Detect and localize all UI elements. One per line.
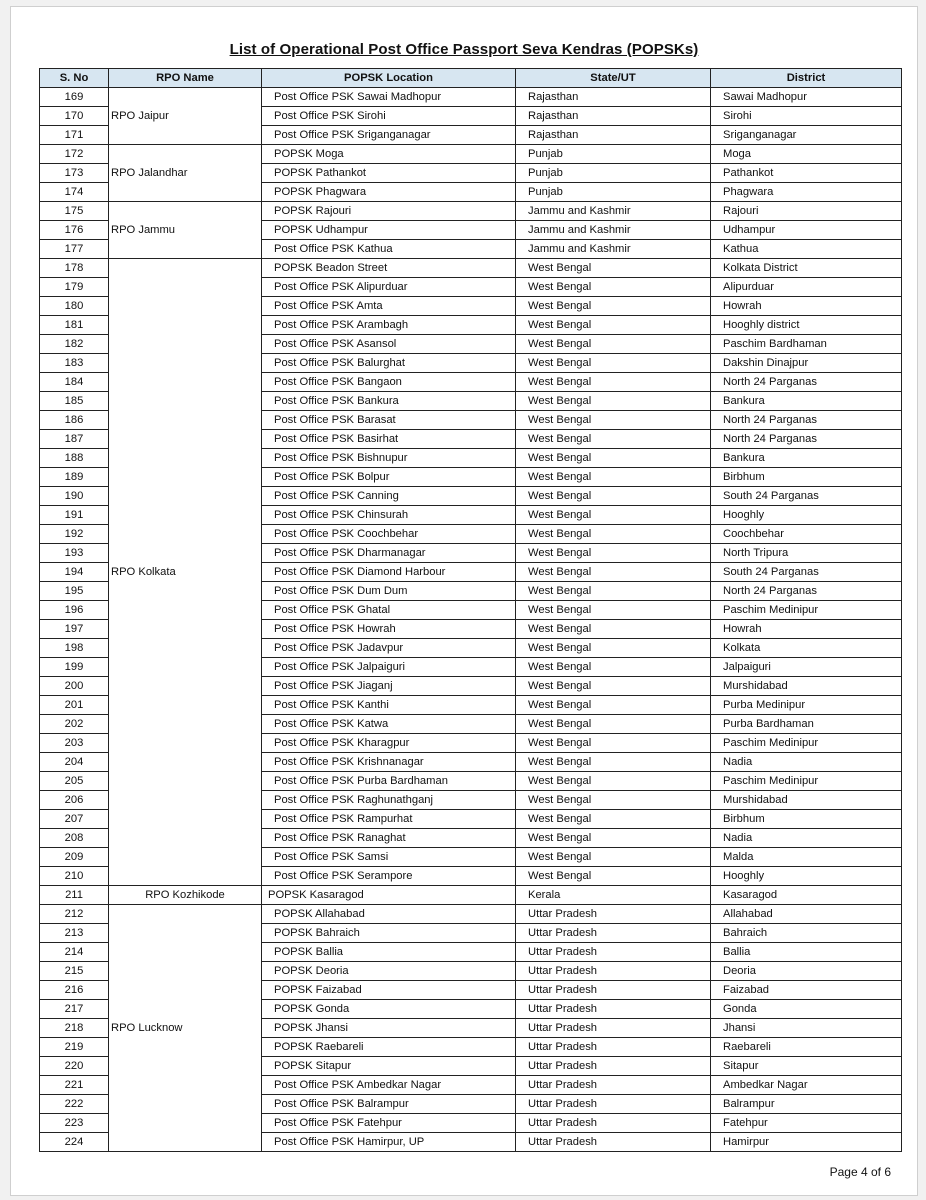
district-cell: Sitapur bbox=[711, 1057, 902, 1076]
district-cell: North 24 Parganas bbox=[711, 411, 902, 430]
popsk-location-cell: POPSK Ballia bbox=[262, 943, 516, 962]
state-ut-cell: West Bengal bbox=[516, 544, 711, 563]
popsk-location-cell: Post Office PSK Raghunathganj bbox=[262, 791, 516, 810]
serial-number-cell: 215 bbox=[40, 962, 109, 981]
popsk-location-cell: POPSK Rajouri bbox=[262, 202, 516, 221]
state-ut-cell: Uttar Pradesh bbox=[516, 1114, 711, 1133]
district-cell: Faizabad bbox=[711, 981, 902, 1000]
state-ut-cell: Uttar Pradesh bbox=[516, 1019, 711, 1038]
district-cell: Jalpaiguri bbox=[711, 658, 902, 677]
state-ut-cell: Uttar Pradesh bbox=[516, 962, 711, 981]
serial-number-cell: 213 bbox=[40, 924, 109, 943]
serial-number-cell: 180 bbox=[40, 297, 109, 316]
popsk-location-cell: Post Office PSK Rampurhat bbox=[262, 810, 516, 829]
state-ut-cell: West Bengal bbox=[516, 848, 711, 867]
serial-number-cell: 196 bbox=[40, 601, 109, 620]
district-cell: Paschim Bardhaman bbox=[711, 335, 902, 354]
popsk-location-cell: Post Office PSK Alipurduar bbox=[262, 278, 516, 297]
district-cell: Bahraich bbox=[711, 924, 902, 943]
popsk-location-cell: Post Office PSK Balrampur bbox=[262, 1095, 516, 1114]
state-ut-cell: West Bengal bbox=[516, 601, 711, 620]
popsk-location-cell: Post Office PSK Chinsurah bbox=[262, 506, 516, 525]
state-ut-cell: Uttar Pradesh bbox=[516, 1000, 711, 1019]
district-cell: Udhampur bbox=[711, 221, 902, 240]
popsk-location-cell: Post Office PSK Kanthi bbox=[262, 696, 516, 715]
district-cell: Paschim Medinipur bbox=[711, 601, 902, 620]
serial-number-cell: 211 bbox=[40, 886, 109, 905]
serial-number-cell: 200 bbox=[40, 677, 109, 696]
district-cell: Murshidabad bbox=[711, 677, 902, 696]
district-cell: North 24 Parganas bbox=[711, 373, 902, 392]
serial-number-cell: 201 bbox=[40, 696, 109, 715]
popsk-location-cell: POPSK Deoria bbox=[262, 962, 516, 981]
popsk-location-cell: Post Office PSK Jalpaiguri bbox=[262, 658, 516, 677]
header-popsk-location: POPSK Location bbox=[262, 69, 516, 88]
state-ut-cell: Punjab bbox=[516, 183, 711, 202]
serial-number-cell: 203 bbox=[40, 734, 109, 753]
rpo-name-cell: RPO Jaipur bbox=[109, 88, 262, 145]
serial-number-cell: 171 bbox=[40, 126, 109, 145]
state-ut-cell: West Bengal bbox=[516, 620, 711, 639]
serial-number-cell: 216 bbox=[40, 981, 109, 1000]
district-cell: Kasaragod bbox=[711, 886, 902, 905]
district-cell: Birbhum bbox=[711, 810, 902, 829]
popsk-location-cell: Post Office PSK Sirohi bbox=[262, 107, 516, 126]
serial-number-cell: 205 bbox=[40, 772, 109, 791]
district-cell: Dakshin Dinajpur bbox=[711, 354, 902, 373]
district-cell: South 24 Parganas bbox=[711, 487, 902, 506]
state-ut-cell: Uttar Pradesh bbox=[516, 924, 711, 943]
popsk-location-cell: POPSK Sitapur bbox=[262, 1057, 516, 1076]
district-cell: Purba Medinipur bbox=[711, 696, 902, 715]
serial-number-cell: 177 bbox=[40, 240, 109, 259]
popsk-location-cell: Post Office PSK Ambedkar Nagar bbox=[262, 1076, 516, 1095]
table-body bbox=[40, 88, 902, 1152]
serial-number-cell: 178 bbox=[40, 259, 109, 278]
district-cell: Deoria bbox=[711, 962, 902, 981]
state-ut-cell: Rajasthan bbox=[516, 88, 711, 107]
serial-number-cell: 209 bbox=[40, 848, 109, 867]
district-cell: South 24 Parganas bbox=[711, 563, 902, 582]
popsk-location-cell: Post Office PSK Basirhat bbox=[262, 430, 516, 449]
state-ut-cell: West Bengal bbox=[516, 677, 711, 696]
state-ut-cell: West Bengal bbox=[516, 696, 711, 715]
serial-number-cell: 218 bbox=[40, 1019, 109, 1038]
state-ut-cell: Rajasthan bbox=[516, 107, 711, 126]
popsk-location-cell: Post Office PSK Diamond Harbour bbox=[262, 563, 516, 582]
rpo-name-cell: RPO Kozhikode bbox=[109, 886, 262, 905]
serial-number-cell: 210 bbox=[40, 867, 109, 886]
table-header-row bbox=[40, 69, 902, 88]
serial-number-cell: 184 bbox=[40, 373, 109, 392]
serial-number-cell: 194 bbox=[40, 563, 109, 582]
serial-number-cell: 189 bbox=[40, 468, 109, 487]
district-cell: Murshidabad bbox=[711, 791, 902, 810]
table-row bbox=[40, 202, 902, 221]
popsk-location-cell: Post Office PSK Dum Dum bbox=[262, 582, 516, 601]
popsk-location-cell: POPSK Beadon Street bbox=[262, 259, 516, 278]
district-cell: North 24 Parganas bbox=[711, 430, 902, 449]
state-ut-cell: West Bengal bbox=[516, 411, 711, 430]
state-ut-cell: West Bengal bbox=[516, 449, 711, 468]
serial-number-cell: 181 bbox=[40, 316, 109, 335]
state-ut-cell: West Bengal bbox=[516, 810, 711, 829]
popsk-location-cell: POPSK Faizabad bbox=[262, 981, 516, 1000]
serial-number-cell: 204 bbox=[40, 753, 109, 772]
serial-number-cell: 191 bbox=[40, 506, 109, 525]
popsk-location-cell: Post Office PSK Sriganganagar bbox=[262, 126, 516, 145]
rpo-name-cell: RPO Lucknow bbox=[109, 905, 262, 1152]
district-cell: Raebareli bbox=[711, 1038, 902, 1057]
state-ut-cell: West Bengal bbox=[516, 468, 711, 487]
serial-number-cell: 187 bbox=[40, 430, 109, 449]
state-ut-cell: Jammu and Kashmir bbox=[516, 240, 711, 259]
district-cell: Paschim Medinipur bbox=[711, 734, 902, 753]
popsk-location-cell: Post Office PSK Hamirpur, UP bbox=[262, 1133, 516, 1152]
popsk-location-cell: Post Office PSK Barasat bbox=[262, 411, 516, 430]
popsk-location-cell: Post Office PSK Jiaganj bbox=[262, 677, 516, 696]
state-ut-cell: West Bengal bbox=[516, 867, 711, 886]
state-ut-cell: West Bengal bbox=[516, 715, 711, 734]
serial-number-cell: 224 bbox=[40, 1133, 109, 1152]
serial-number-cell: 222 bbox=[40, 1095, 109, 1114]
serial-number-cell: 223 bbox=[40, 1114, 109, 1133]
district-cell: Alipurduar bbox=[711, 278, 902, 297]
popsk-location-cell: Post Office PSK Krishnanagar bbox=[262, 753, 516, 772]
table-row bbox=[40, 886, 902, 905]
popsk-location-cell: Post Office PSK Serampore bbox=[262, 867, 516, 886]
page-number: Page 4 of 6 bbox=[829, 1165, 891, 1179]
serial-number-cell: 221 bbox=[40, 1076, 109, 1095]
district-cell: Ballia bbox=[711, 943, 902, 962]
popsk-location-cell: Post Office PSK Balurghat bbox=[262, 354, 516, 373]
district-cell: Hooghly bbox=[711, 867, 902, 886]
state-ut-cell: West Bengal bbox=[516, 392, 711, 411]
serial-number-cell: 173 bbox=[40, 164, 109, 183]
popsk-location-cell: POPSK Allahabad bbox=[262, 905, 516, 924]
serial-number-cell: 176 bbox=[40, 221, 109, 240]
state-ut-cell: West Bengal bbox=[516, 259, 711, 278]
district-cell: North 24 Parganas bbox=[711, 582, 902, 601]
popsk-location-cell: Post Office PSK Jadavpur bbox=[262, 639, 516, 658]
popsk-location-cell: Post Office PSK Samsi bbox=[262, 848, 516, 867]
district-cell: Kolkata District bbox=[711, 259, 902, 278]
state-ut-cell: West Bengal bbox=[516, 297, 711, 316]
district-cell: Pathankot bbox=[711, 164, 902, 183]
district-cell: Nadia bbox=[711, 829, 902, 848]
state-ut-cell: Kerala bbox=[516, 886, 711, 905]
district-cell: Gonda bbox=[711, 1000, 902, 1019]
district-cell: Kathua bbox=[711, 240, 902, 259]
serial-number-cell: 199 bbox=[40, 658, 109, 677]
district-cell: Birbhum bbox=[711, 468, 902, 487]
popsk-location-cell: POPSK Kasaragod bbox=[262, 886, 516, 905]
district-cell: Moga bbox=[711, 145, 902, 164]
serial-number-cell: 202 bbox=[40, 715, 109, 734]
state-ut-cell: Uttar Pradesh bbox=[516, 905, 711, 924]
rpo-name-cell: RPO Jammu bbox=[109, 202, 262, 259]
serial-number-cell: 217 bbox=[40, 1000, 109, 1019]
serial-number-cell: 195 bbox=[40, 582, 109, 601]
state-ut-cell: West Bengal bbox=[516, 506, 711, 525]
district-cell: Jhansi bbox=[711, 1019, 902, 1038]
serial-number-cell: 174 bbox=[40, 183, 109, 202]
table-row bbox=[40, 905, 902, 924]
district-cell: Howrah bbox=[711, 620, 902, 639]
district-cell: Hooghly district bbox=[711, 316, 902, 335]
district-cell: Sawai Madhopur bbox=[711, 88, 902, 107]
state-ut-cell: Uttar Pradesh bbox=[516, 981, 711, 1000]
state-ut-cell: Punjab bbox=[516, 145, 711, 164]
rpo-name-cell: RPO Kolkata bbox=[109, 259, 262, 886]
popsk-location-cell: Post Office PSK Bishnupur bbox=[262, 449, 516, 468]
popsk-location-cell: POPSK Moga bbox=[262, 145, 516, 164]
popsk-location-cell: POPSK Pathankot bbox=[262, 164, 516, 183]
serial-number-cell: 192 bbox=[40, 525, 109, 544]
table-row bbox=[40, 145, 902, 164]
document-page bbox=[10, 6, 918, 1196]
district-cell: Kolkata bbox=[711, 639, 902, 658]
serial-number-cell: 179 bbox=[40, 278, 109, 297]
popsk-location-cell: POPSK Bahraich bbox=[262, 924, 516, 943]
district-cell: Purba Bardhaman bbox=[711, 715, 902, 734]
state-ut-cell: Rajasthan bbox=[516, 126, 711, 145]
state-ut-cell: West Bengal bbox=[516, 658, 711, 677]
state-ut-cell: West Bengal bbox=[516, 373, 711, 392]
popsk-location-cell: Post Office PSK Canning bbox=[262, 487, 516, 506]
state-ut-cell: Uttar Pradesh bbox=[516, 1076, 711, 1095]
table-row bbox=[40, 259, 902, 278]
popsk-location-cell: Post Office PSK Katwa bbox=[262, 715, 516, 734]
district-cell: Ambedkar Nagar bbox=[711, 1076, 902, 1095]
district-cell: North Tripura bbox=[711, 544, 902, 563]
district-cell: Paschim Medinipur bbox=[711, 772, 902, 791]
district-cell: Howrah bbox=[711, 297, 902, 316]
state-ut-cell: Uttar Pradesh bbox=[516, 1057, 711, 1076]
popsk-location-cell: Post Office PSK Kharagpur bbox=[262, 734, 516, 753]
state-ut-cell: West Bengal bbox=[516, 354, 711, 373]
popsk-location-cell: POPSK Udhampur bbox=[262, 221, 516, 240]
popsk-location-cell: POPSK Raebareli bbox=[262, 1038, 516, 1057]
state-ut-cell: West Bengal bbox=[516, 278, 711, 297]
state-ut-cell: West Bengal bbox=[516, 791, 711, 810]
state-ut-cell: Jammu and Kashmir bbox=[516, 202, 711, 221]
district-cell: Coochbehar bbox=[711, 525, 902, 544]
serial-number-cell: 207 bbox=[40, 810, 109, 829]
popsk-location-cell: Post Office PSK Purba Bardhaman bbox=[262, 772, 516, 791]
state-ut-cell: West Bengal bbox=[516, 316, 711, 335]
state-ut-cell: Uttar Pradesh bbox=[516, 1095, 711, 1114]
page-title: List of Operational Post Office Passport Seva Kendras (POPSKs) bbox=[229, 41, 699, 58]
serial-number-cell: 182 bbox=[40, 335, 109, 354]
popsk-location-cell: Post Office PSK Kathua bbox=[262, 240, 516, 259]
header-sno: S. No bbox=[40, 69, 109, 88]
header-district: District bbox=[711, 69, 902, 88]
state-ut-cell: Uttar Pradesh bbox=[516, 1133, 711, 1152]
serial-number-cell: 206 bbox=[40, 791, 109, 810]
popsk-location-cell: POPSK Gonda bbox=[262, 1000, 516, 1019]
district-cell: Phagwara bbox=[711, 183, 902, 202]
popsk-location-cell: Post Office PSK Bangaon bbox=[262, 373, 516, 392]
district-cell: Allahabad bbox=[711, 905, 902, 924]
serial-number-cell: 186 bbox=[40, 411, 109, 430]
popsk-location-cell: Post Office PSK Arambagh bbox=[262, 316, 516, 335]
state-ut-cell: West Bengal bbox=[516, 829, 711, 848]
district-cell: Bankura bbox=[711, 392, 902, 411]
popsk-location-cell: Post Office PSK Bolpur bbox=[262, 468, 516, 487]
header-state-ut: State/UT bbox=[516, 69, 711, 88]
serial-number-cell: 219 bbox=[40, 1038, 109, 1057]
serial-number-cell: 190 bbox=[40, 487, 109, 506]
serial-number-cell: 185 bbox=[40, 392, 109, 411]
serial-number-cell: 172 bbox=[40, 145, 109, 164]
district-cell: Hamirpur bbox=[711, 1133, 902, 1152]
state-ut-cell: West Bengal bbox=[516, 753, 711, 772]
popsk-location-cell: Post Office PSK Dharmanagar bbox=[262, 544, 516, 563]
district-cell: Sirohi bbox=[711, 107, 902, 126]
popsk-location-cell: POPSK Phagwara bbox=[262, 183, 516, 202]
serial-number-cell: 208 bbox=[40, 829, 109, 848]
serial-number-cell: 170 bbox=[40, 107, 109, 126]
district-cell: Nadia bbox=[711, 753, 902, 772]
serial-number-cell: 198 bbox=[40, 639, 109, 658]
serial-number-cell: 220 bbox=[40, 1057, 109, 1076]
district-cell: Hooghly bbox=[711, 506, 902, 525]
popsk-location-cell: Post Office PSK Bankura bbox=[262, 392, 516, 411]
state-ut-cell: Uttar Pradesh bbox=[516, 1038, 711, 1057]
state-ut-cell: West Bengal bbox=[516, 563, 711, 582]
district-cell: Fatehpur bbox=[711, 1114, 902, 1133]
state-ut-cell: Punjab bbox=[516, 164, 711, 183]
table-row bbox=[40, 88, 902, 107]
state-ut-cell: West Bengal bbox=[516, 639, 711, 658]
serial-number-cell: 175 bbox=[40, 202, 109, 221]
popsk-location-cell: Post Office PSK Ranaghat bbox=[262, 829, 516, 848]
popsk-location-cell: POPSK Jhansi bbox=[262, 1019, 516, 1038]
popsk-location-cell: Post Office PSK Coochbehar bbox=[262, 525, 516, 544]
state-ut-cell: West Bengal bbox=[516, 525, 711, 544]
popsk-location-cell: Post Office PSK Sawai Madhopur bbox=[262, 88, 516, 107]
header-rpo-name: RPO Name bbox=[109, 69, 262, 88]
serial-number-cell: 193 bbox=[40, 544, 109, 563]
serial-number-cell: 169 bbox=[40, 88, 109, 107]
serial-number-cell: 214 bbox=[40, 943, 109, 962]
district-cell: Sriganganagar bbox=[711, 126, 902, 145]
state-ut-cell: West Bengal bbox=[516, 772, 711, 791]
popsk-location-cell: Post Office PSK Ghatal bbox=[262, 601, 516, 620]
popsk-location-cell: Post Office PSK Amta bbox=[262, 297, 516, 316]
district-cell: Balrampur bbox=[711, 1095, 902, 1114]
popsk-location-cell: Post Office PSK Fatehpur bbox=[262, 1114, 516, 1133]
district-cell: Malda bbox=[711, 848, 902, 867]
popsk-location-cell: Post Office PSK Howrah bbox=[262, 620, 516, 639]
state-ut-cell: West Bengal bbox=[516, 487, 711, 506]
state-ut-cell: West Bengal bbox=[516, 335, 711, 354]
district-cell: Bankura bbox=[711, 449, 902, 468]
district-cell: Rajouri bbox=[711, 202, 902, 221]
serial-number-cell: 188 bbox=[40, 449, 109, 468]
serial-number-cell: 197 bbox=[40, 620, 109, 639]
state-ut-cell: West Bengal bbox=[516, 430, 711, 449]
serial-number-cell: 212 bbox=[40, 905, 109, 924]
state-ut-cell: West Bengal bbox=[516, 734, 711, 753]
state-ut-cell: West Bengal bbox=[516, 582, 711, 601]
rpo-name-cell: RPO Jalandhar bbox=[109, 145, 262, 202]
popsk-location-cell: Post Office PSK Asansol bbox=[262, 335, 516, 354]
serial-number-cell: 183 bbox=[40, 354, 109, 373]
popsk-table bbox=[39, 68, 902, 1152]
state-ut-cell: Jammu and Kashmir bbox=[516, 221, 711, 240]
state-ut-cell: Uttar Pradesh bbox=[516, 943, 711, 962]
